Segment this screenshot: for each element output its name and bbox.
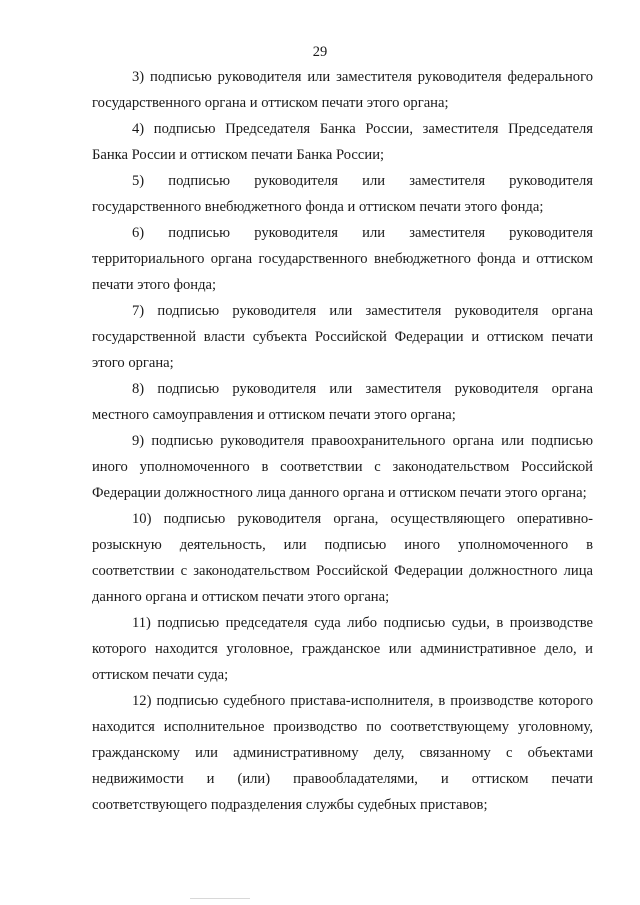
list-item-5: 5) подписью руководителя или заместителя руководителя государственного внебюджетного фонда и оттиском печати этого фонда; [92, 173, 593, 215]
list-item-3: 3) подписью руководителя или заместителя руководителя федерального государственного органа и оттиском печати этого органа; [92, 69, 593, 111]
scan-artifact [190, 898, 250, 899]
document-text [92, 64, 593, 818]
list-item-4: 4) подписью Председателя Банка России, заместителя Председателя Банка России и оттиском печати Банка России; [92, 121, 593, 163]
list-item-9: 9) подписью руководителя правоохранительного органа или подписью иного уполномоченного в соответствии с законодательством Российской Федерации должностного лица данного органа и оттиском печати этого органа; [92, 433, 593, 501]
list-item-8: 8) подписью руководителя или заместителя руководителя органа местного самоуправления и оттиском печати этого органа; [92, 381, 593, 423]
list-item-12: 12) подписью судебного пристава-исполнителя, в производстве которого находится исполнительное производство по соответствующему уголовному, гражданскому или административному делу, связанному с объектами недвижимости и (или) правообладателями, и оттиском печати соответствующего подразделения службы судебных приставов; [92, 693, 593, 813]
list-item-6: 6) подписью руководителя или заместителя руководителя территориального органа государственного внебюджетного фонда и оттиском печати этого фонда; [92, 225, 593, 293]
page-number: 29 [312, 44, 328, 60]
list-item-10: 10) подписью руководителя органа, осуществляющего оперативно-розыскную деятельность, или подписью иного уполномоченного в соответствии с законодательством Российской Федерации должностного лица данного органа и оттиском печати этого органа; [92, 511, 593, 605]
list-item-7: 7) подписью руководителя или заместителя руководителя органа государственной власти субъекта Российской Федерации и оттиском печати этого органа; [92, 303, 593, 371]
list-item-11: 11) подписью председателя суда либо подписью судьи, в производстве которого находится уголовное, гражданское или административное дело, и оттиском печати суда; [92, 615, 593, 683]
